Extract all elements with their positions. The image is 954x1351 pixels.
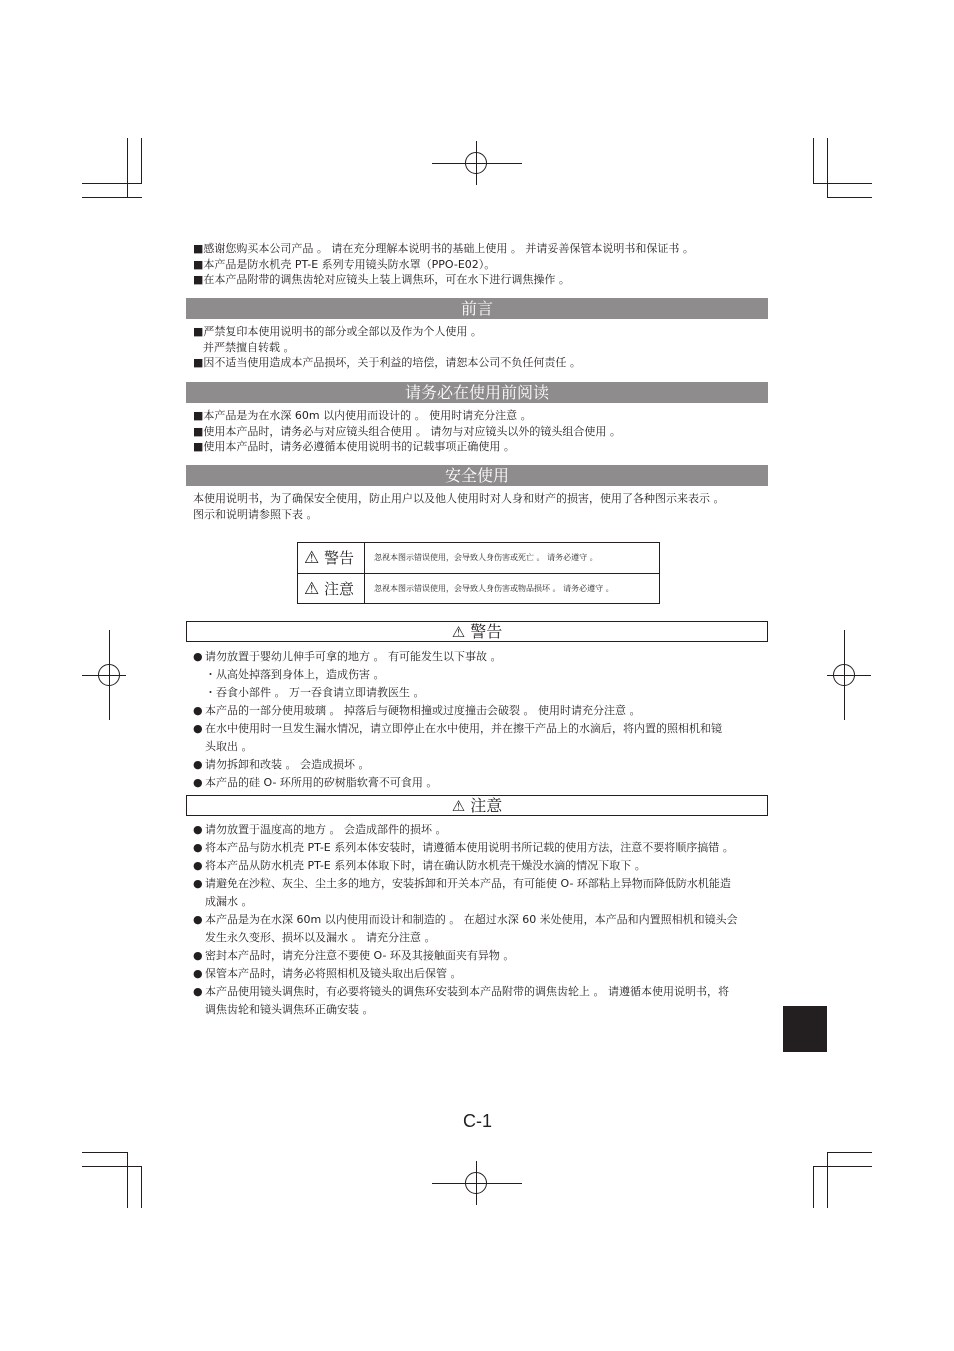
list-item-text: 本产品的一部分使用玻璃 。 掉落后与硬物相撞或过度撞击会破裂 。 使用时请充分注意 。	[205, 704, 641, 717]
bullet-icon: ●	[193, 877, 203, 890]
preface-line: ■严禁复印本使用说明书的部分或全部以及作为个人使用 。	[193, 325, 482, 338]
bullet-icon: ●	[193, 949, 203, 962]
list-item-text: 请勿放置于温度高的地方 。 会造成部件的损坏 。	[205, 823, 447, 836]
warning-list	[193, 648, 775, 792]
symbol-legend-table	[297, 542, 660, 604]
legend-label: 警告	[324, 549, 355, 567]
list-item-text: 本产品使用镜头调焦时，有必要将镜头的调焦环安装到本产品附带的调焦齿轮上 。 请遵循本使用说明书，将	[205, 985, 729, 998]
legend-row-caution	[298, 574, 659, 604]
read-first-line: ■本产品是为在水深 60m 以内使用而设计的 。 使用时请充分注意 。	[193, 409, 532, 422]
list-item-text: 保管本产品时，请务必将照相机及镜头取出后保管 。	[205, 967, 462, 980]
language-tab-marker	[783, 1006, 827, 1052]
warning-triangle-icon: ⚠	[451, 623, 466, 641]
warning-triangle-icon: ⚠	[451, 797, 466, 815]
safety-paragraph-line: 本使用说明书，为了确保安全使用，防止用户以及他人使用时对人身和财产的损害，使用了各种图示来表示 。	[193, 492, 725, 505]
intro-line: ■在本产品附带的调焦齿轮对应镜头上装上调焦环，可在水下进行调焦操作 。	[193, 273, 570, 286]
section-header-safety: 安全使用	[186, 465, 768, 486]
bullet-icon: ●	[193, 913, 203, 926]
bullet-icon: ●	[193, 722, 203, 735]
legend-description: 忽视本图示错误使用，会导致人身伤害或物品损坏 。 请务必遵守 。	[374, 584, 614, 593]
list-item-text: 密封本产品时，请充分注意不要使 O- 环及其接触面夹有异物 。	[205, 949, 515, 962]
list-item-text-continued: 成漏水 。	[205, 895, 253, 908]
list-item-text-continued: 调焦齿轮和镜头调焦环正确安装 。	[205, 1003, 374, 1016]
bullet-icon: ●	[193, 776, 203, 789]
warning-header	[186, 621, 768, 642]
list-item-text-continued: 头取出 。	[205, 740, 253, 753]
list-item	[193, 720, 775, 756]
list-item	[193, 702, 775, 720]
list-subitem: ・从高处掉落到身体上，造成伤害 。	[205, 668, 385, 681]
bullet-icon: ●	[193, 841, 203, 854]
bullet-icon: ●	[193, 650, 203, 663]
warning-title: 警告	[470, 622, 503, 641]
list-item	[193, 756, 775, 774]
list-item-text: 本产品是为在水深 60m 以内使用而设计和制造的 。 在超过水深 60 米处使用，本产品和内置照相机和镜头会	[205, 913, 738, 926]
legend-row-warning	[298, 543, 659, 574]
list-item-text: 请勿拆卸和改装 。 会造成损坏 。	[205, 758, 370, 771]
safety-paragraph-line: 图示和说明请参照下表 。	[193, 508, 318, 521]
read-first-notes	[193, 408, 773, 455]
list-item	[193, 857, 775, 875]
caution-list	[193, 821, 775, 1019]
intro-line: ■感谢您购买本公司产品 。 请在充分理解本说明书的基础上使用 。 并请妥善保管本说明书和保证书 。	[193, 242, 694, 255]
read-first-line: ■使用本产品时，请务必遵循本使用说明书的记载事项正确使用 。	[193, 440, 515, 453]
read-first-line: ■使用本产品时，请务必与对应镜头组合使用 。 请勿与对应镜头以外的镜头组合使用 。	[193, 424, 621, 438]
list-item	[193, 965, 775, 983]
list-item	[193, 648, 775, 666]
preface-notes	[193, 324, 773, 371]
caution-title: 注意	[470, 796, 503, 815]
legend-label: 注意	[324, 580, 355, 598]
list-subitem: ・吞食小部件 。 万一吞食请立即请教医生 。	[205, 686, 425, 699]
section-header-preface: 前言	[186, 298, 768, 319]
intro-notes	[193, 241, 773, 288]
warning-triangle-icon: ⚠	[304, 548, 320, 568]
safety-paragraph	[193, 491, 773, 523]
list-item-text: 请避免在沙粒、灰尘、尘土多的地方，安装拆卸和开关本产品，有可能使 O- 环部粘上异物而降低防水机能造	[205, 877, 731, 890]
list-item-text: 在水中使用时一旦发生漏水情况，请立即停止在水中使用，并在擦干产品上的水滴后，将内置的照相机和镜	[205, 722, 722, 735]
bullet-icon: ●	[193, 985, 203, 998]
warning-triangle-icon: ⚠	[304, 579, 320, 599]
list-item	[193, 911, 775, 947]
list-item-text: 本产品的硅 O- 环所用的矽树脂软膏不可食用 。	[205, 776, 438, 789]
legend-description: 忽视本图示错误使用，会导致人身伤害或死亡 。 请务必遵守 。	[374, 553, 598, 562]
list-item	[193, 774, 775, 792]
bullet-icon: ●	[193, 859, 203, 872]
list-item-text: 将本产品与防水机壳 PT-E 系列本体安装时，请遵循本使用说明书所记载的使用方法，注意不要将顺序搞错 。	[205, 841, 734, 854]
bullet-icon: ●	[193, 823, 203, 836]
list-item	[193, 947, 775, 965]
list-item	[193, 875, 775, 911]
list-item	[193, 821, 775, 839]
caution-header	[186, 795, 768, 816]
section-header-read-first: 请务必在使用前阅读	[186, 382, 768, 403]
preface-line: ■因不适当使用造成本产品损坏，关于利益的培偿，请恕本公司不负任何责任 。	[193, 356, 581, 369]
intro-line: ■本产品是防水机壳 PT-E 系列专用镜头防水罩（PPO-E02）。	[193, 257, 496, 271]
list-item-text: 将本产品从防水机壳 PT-E 系列本体取下时，请在确认防水机壳干燥没水滴的情况下取下 。	[205, 859, 646, 872]
bullet-icon: ●	[193, 967, 203, 980]
list-item-text-continued: 发生永久变形、损坏以及漏水 。 请充分注意 。	[205, 931, 436, 944]
list-item	[193, 839, 775, 857]
page-number: C-1	[463, 1111, 493, 1131]
bullet-icon: ●	[193, 704, 203, 717]
list-item	[193, 983, 775, 1019]
list-item-text: 请勿放置于婴幼儿伸手可拿的地方 。 有可能发生以下事故 。	[205, 650, 502, 663]
preface-line: 并严禁擅自转载 。	[203, 340, 295, 354]
bullet-icon: ●	[193, 758, 203, 771]
